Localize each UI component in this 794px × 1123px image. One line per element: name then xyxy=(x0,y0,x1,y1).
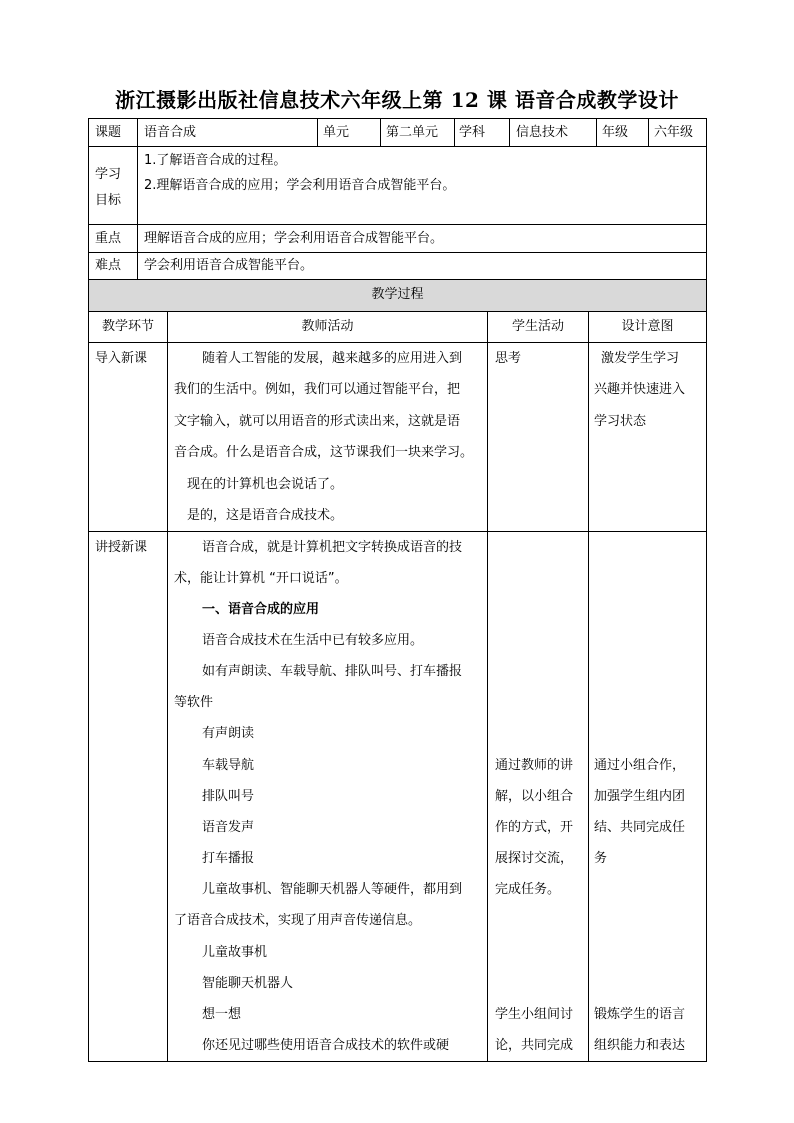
lecture-intent-line: 锻炼学生的语言 xyxy=(594,1007,686,1022)
lecture-teacher-line: 车载导航 xyxy=(202,758,255,773)
col-stage: 教学环节 xyxy=(101,319,154,334)
intro-teacher-line: 文字输入，就可以用语音的形式读出来，这就是语 xyxy=(174,414,461,429)
goal-item-2: 2.理解语音合成的应用；学会利用语音合成智能平台。 xyxy=(144,178,456,193)
lecture-student-line: 完成任务。 xyxy=(495,882,561,897)
intro-teacher-line: 音合成。什么是语音合成，这节课我们一块来学习。 xyxy=(174,445,474,460)
lecture-teacher-line: 智能聊天机器人 xyxy=(202,976,294,991)
lecture-student-line: 作的方式，开 xyxy=(495,820,574,835)
lecture-intent-line: 组织能力和表达 xyxy=(594,1038,686,1053)
key-point-value: 理解语音合成的应用；学会利用语音合成智能平台。 xyxy=(144,231,444,246)
lecture-teacher-line: 你还见过哪些使用语音合成技术的软件或硬 xyxy=(202,1038,450,1053)
grade-value: 六年级 xyxy=(654,125,694,140)
lecture-teacher-line: 儿童故事机、智能聊天机器人等硬件，都用到 xyxy=(202,882,463,897)
lecture-teacher-line: 想一想 xyxy=(202,1007,242,1022)
subject-value: 信息技术 xyxy=(516,125,569,140)
lecture-teacher-line: 了语音合成技术，实现了用声音传递信息。 xyxy=(174,913,422,928)
difficulty-label: 难点 xyxy=(95,258,122,273)
lecture-student-line: 展探讨交流， xyxy=(495,851,574,866)
lecture-teacher-line: 排队叫号 xyxy=(202,789,255,804)
unit-label: 单元 xyxy=(323,125,350,140)
goal-item-1: 1.了解语音合成的过程。 xyxy=(144,153,287,168)
intro-intent-line: 学习状态 xyxy=(594,414,647,429)
lecture-student-line: 解，以小组合 xyxy=(495,789,574,804)
intro-teacher-line: 现在的计算机也会说话了。 xyxy=(187,477,344,492)
lecture-student-line: 学生小组间讨 xyxy=(495,1007,574,1022)
intro-stage: 导入新课 xyxy=(95,351,148,366)
lecture-teacher-line: 如有声朗读、车载导航、排队叫号、打车播报 xyxy=(202,664,463,679)
key-point-label: 重点 xyxy=(95,231,122,246)
lecture-intent-line: 结、共同完成任 xyxy=(594,820,686,835)
col-teacher: 教师活动 xyxy=(301,319,354,334)
difficulty-value: 学会利用语音合成智能平台。 xyxy=(144,258,314,273)
col-intent: 设计意图 xyxy=(621,319,674,334)
lecture-teacher-line: 儿童故事机 xyxy=(202,945,268,960)
lecture-student-line: 论，共同完成 xyxy=(495,1038,574,1053)
subject-label: 学科 xyxy=(459,125,486,140)
lecture-teacher-line: 语音合成，就是计算机把文字转换成语音的技 xyxy=(202,540,463,555)
intro-intent-line: 激发学生学习 xyxy=(601,351,680,366)
lecture-intent-line: 务 xyxy=(594,851,608,866)
course-label: 课题 xyxy=(95,125,122,140)
intro-teacher-line: 我们的生活中。例如，我们可以通过智能平台，把 xyxy=(174,382,461,397)
goals-label-1: 学习 xyxy=(95,167,122,182)
intro-student: 思考 xyxy=(495,351,522,366)
process-header: 教学过程 xyxy=(371,287,424,302)
lecture-student-line: 通过教师的讲 xyxy=(495,758,574,773)
lecture-teacher-line: 打车播报 xyxy=(202,851,255,866)
lecture-teacher-line: 术，能让计算机 “开口说话”。 xyxy=(174,571,348,586)
lecture-stage: 讲授新课 xyxy=(95,540,148,555)
lecture-section-heading: 一、语音合成的应用 xyxy=(202,602,320,617)
lecture-teacher-line: 有声朗读 xyxy=(202,726,255,741)
unit-value: 第二单元 xyxy=(386,125,439,140)
intro-teacher-line: 随着人工智能的发展，越来越多的应用进入到 xyxy=(202,351,463,366)
course-value: 语音合成 xyxy=(144,125,197,140)
lecture-intent-line: 通过小组合作， xyxy=(594,758,686,773)
intro-intent-line: 兴趣并快速进入 xyxy=(594,382,686,397)
lecture-teacher-line: 等软件 xyxy=(174,695,214,710)
page-title: 浙江摄影出版社信息技术六年级上第 12 课 语音合成教学设计 xyxy=(115,88,679,112)
intro-teacher-line: 是的，这是语音合成技术。 xyxy=(187,508,344,523)
lecture-teacher-line: 语音发声 xyxy=(202,820,255,835)
col-student: 学生活动 xyxy=(511,319,564,334)
grade-label: 年级 xyxy=(602,125,629,140)
goals-label-2: 目标 xyxy=(95,193,122,208)
lecture-teacher-line: 语音合成技术在生活中已有较多应用。 xyxy=(202,633,424,648)
lecture-intent-line: 加强学生组内团 xyxy=(594,789,686,804)
